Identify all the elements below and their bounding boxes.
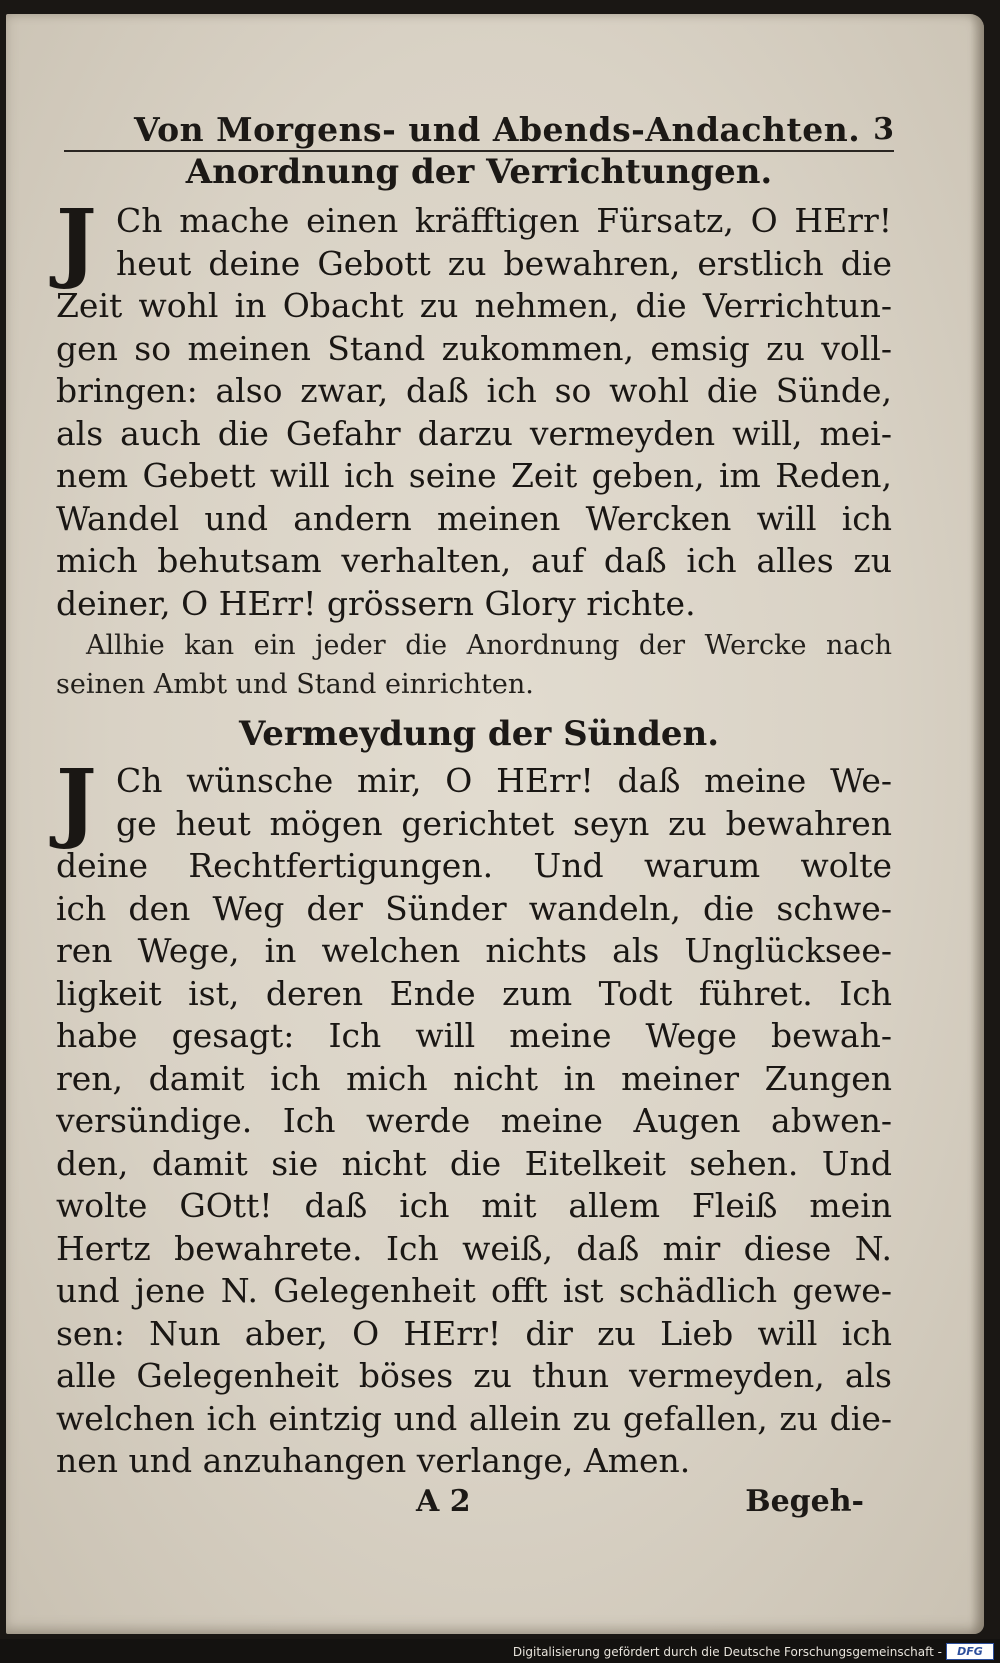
text-line: Zeit wohl in Obacht zu nehmen, die Verrichtun- xyxy=(56,286,892,325)
drop-cap-2: J xyxy=(56,751,97,852)
text-line: bringen: also zwar, daß ich so wohl die Sünde, xyxy=(56,371,892,410)
catchword: Begeh- xyxy=(745,1484,864,1519)
digitization-footer xyxy=(0,1639,1000,1663)
text-line: alle Gelegenheit böses zu thun vermeyden, als xyxy=(56,1356,892,1395)
text-line: gen so meinen Stand zukommen, emsig zu voll- xyxy=(56,328,892,368)
text-line: als auch die Gefahr darzu vermeyden will, mei- xyxy=(56,413,892,453)
text-line: ren, damit ich mich nicht in meiner Zungen xyxy=(56,1058,892,1098)
rubric-note xyxy=(56,626,892,704)
text-line: heut deine Gebott zu bewahren, erstlich die xyxy=(116,243,892,283)
text-line: wolte GOtt! daß ich mit allem Fleiß mein xyxy=(56,1186,892,1225)
drop-cap-1: J xyxy=(56,191,97,292)
text-line: den, damit sie nicht die Eitelkeit sehen. Und xyxy=(56,1143,892,1183)
text-line: Ch mache einen kräfftigen Fürsatz, O HErr! xyxy=(116,201,892,240)
page-number: 3 xyxy=(873,112,894,147)
text-line: und jene N. Gelegenheit offt ist schädlich gewe- xyxy=(56,1271,892,1310)
section-heading-anordnung: Anordnung der Verrichtungen. xyxy=(185,152,773,192)
text-line: mich behutsam verhalten, auf daß ich alles zu xyxy=(56,541,892,580)
note-line: seinen Ambt und Stand einrichten. xyxy=(56,669,534,700)
text-line: nem Gebett will ich seine Zeit geben, im Reden, xyxy=(56,456,892,495)
text-line: deiner, O HErr! grössern Glory richte. xyxy=(56,583,696,623)
page-edge-shadow xyxy=(970,14,984,1634)
text-line: sen: Nun aber, O HErr! dir zu Lieb will ich xyxy=(56,1313,892,1353)
text-line: ge heut mögen gerichtet seyn zu bewahren xyxy=(116,803,892,843)
text-line: nen und anzuhangen verlange, Amen. xyxy=(56,1441,691,1480)
text-line: Wandel und andern meinen Wercken will ich xyxy=(56,498,892,538)
text-line: ligkeit ist, deren Ende zum Todt führet. Ich xyxy=(56,973,892,1013)
book-page xyxy=(6,14,984,1634)
note-line: Allhie kan ein jeder die Anordnung der Wercke nach xyxy=(86,630,892,661)
running-header xyxy=(64,110,894,152)
footer-credit: Digitalisierung gefördert durch die Deutsche Forschungsgemeinschaft - xyxy=(512,1645,942,1659)
text-line: Ch wünsche mir, O HErr! daß meine We- xyxy=(116,761,892,800)
signature-mark: A 2 xyxy=(416,1484,471,1519)
paragraph-vermeydung xyxy=(56,751,892,1483)
text-line: versündige. Ich werde meine Augen abwen- xyxy=(56,1101,892,1140)
section-heading-vermeydung: Vermeydung der Sünden. xyxy=(238,714,720,754)
text-line: deine Rechtfertigungen. Und warum wolte xyxy=(56,846,892,885)
text-line: ich den Weg der Sünder wandeln, die schwe- xyxy=(56,888,892,928)
text-line: habe gesagt: Ich will meine Wege bewah- xyxy=(56,1016,892,1055)
paragraph-anordnung xyxy=(56,191,892,625)
text-line: welchen ich eintzig und allein zu gefallen, zu die- xyxy=(56,1398,892,1438)
running-header-title: Von Morgens- und Abends-Andachten. xyxy=(134,110,861,149)
text-line: Hertz bewahrete. Ich weiß, daß mir diese N. xyxy=(56,1228,892,1268)
dfg-logo-icon: DFG xyxy=(946,1643,994,1660)
text-line: ren Wege, in welchen nichts als Unglücksee- xyxy=(56,931,892,970)
